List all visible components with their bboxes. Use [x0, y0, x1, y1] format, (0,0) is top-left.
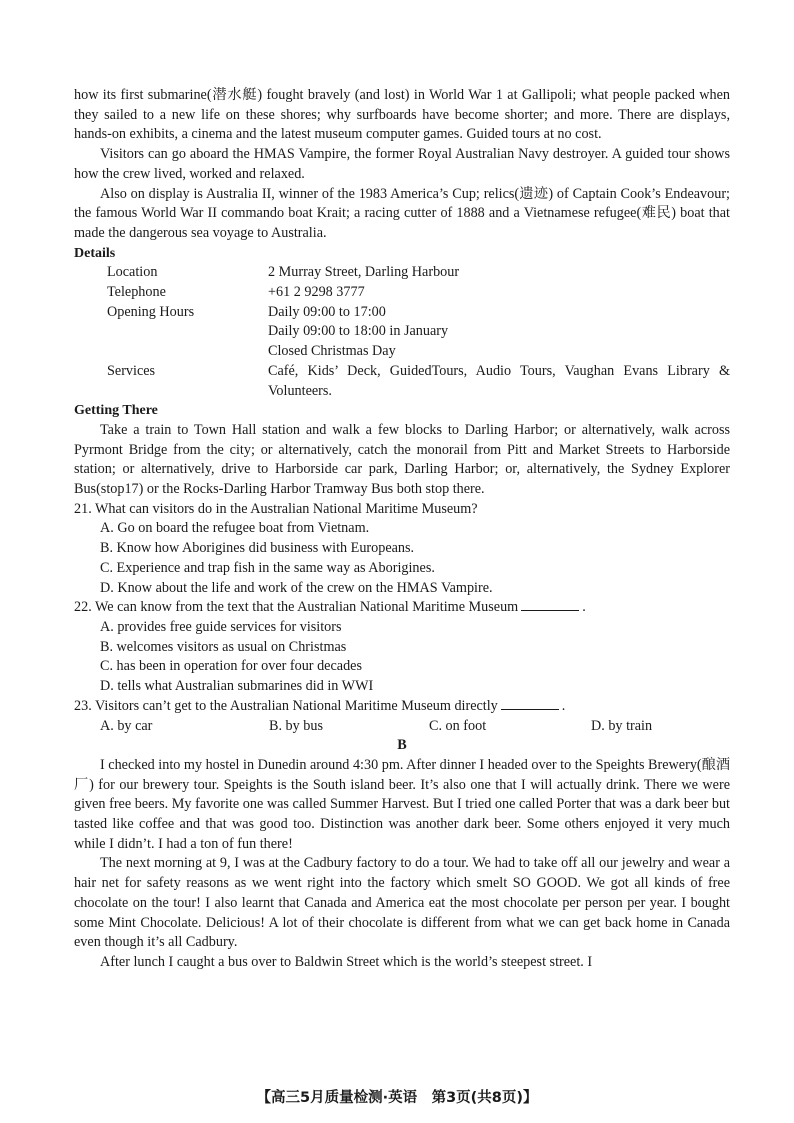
question-23-period: .	[561, 697, 566, 714]
section-b-paragraph-1: I checked into my hostel in Dunedin around 4:30 pm. After dinner I headed over to the Speights Brewery(酿酒厂) for our brewery tour. Speights is the South island beer. It’s also one that I will actually drink. There we were given free beers. My favorite one was called Summer Harvest. But I tried one called Porter that was a dark beer but tasted like coffee and that was good too. Distinction was another dark beer. Some others enjoyed it very much while I didn’t. I had a ton of fun there!	[74, 756, 731, 852]
location-value: 2 Murray Street, Darling Harbour	[268, 264, 460, 281]
details-table	[107, 263, 730, 401]
question-21: 21. What can visitors do in the Australian National Maritime Museum?	[74, 500, 478, 517]
q23-options	[74, 717, 730, 737]
answer-blank	[501, 697, 559, 710]
q23-option-b: B. by bus	[269, 717, 323, 734]
details-row-telephone	[107, 283, 730, 303]
hours-line-1: Daily 09:00 to 17:00	[268, 303, 386, 320]
section-b-paragraph-3: After lunch I caught a bus over to Baldwin Street which is the world’s steepest street. I	[100, 953, 593, 970]
getting-there-text: Take a train to Town Hall station and walk a few blocks to Darling Harbor; or alternatively, walk across Pyrmont Bridge from the city; or alternatively, catch the monorail from Pitt and Market Streets to Harborside station; or alternatively, drive to Harborside car park, Darling Harbor; or, alternatively, the Sydney Explorer Bus(stop17) or the Rocks-Darling Harbor Tramway Bus both stop there.	[74, 421, 730, 498]
question-22	[74, 598, 730, 618]
details-heading: Details	[74, 245, 116, 261]
hours-line-2: Daily 09:00 to 18:00 in January	[268, 323, 449, 340]
services-label: Services	[107, 362, 156, 379]
answer-blank	[521, 598, 579, 611]
q22-option-c: C. has been in operation for over four decades	[100, 658, 362, 675]
q23-option-a: A. by car	[100, 717, 153, 734]
question-22-text: 22. We can know from the text that the Australian National Maritime Museum	[74, 599, 519, 616]
details-row-location	[107, 263, 730, 283]
getting-there-heading: Getting There	[74, 403, 158, 419]
location-label: Location	[107, 264, 158, 281]
details-row-hours	[107, 303, 730, 362]
services-value: Café, Kids’ Deck, GuidedTours, Audio Tours, Vaughan Evans Library & Volunteers.	[268, 362, 730, 399]
section-b-paragraph-2: The next morning at 9, I was at the Cadbury factory to do a tour. We had to take off all our jewelry and wear a hair net for safety reasons as we went right into the factory which smelt SO GOOD. We got all kinds of free chocolate on the tour! I also learnt that Canada and America eat the most chocolate per person per year. I bought some Mint Chocolate. Delicious! A lot of their chocolate is different from what we can get back home in Canada even though it’s all Cadbury.	[74, 855, 730, 951]
hours-label: Opening Hours	[107, 303, 195, 320]
q22-option-b: B. welcomes visitors as usual on Christmas	[100, 638, 347, 655]
hours-line-3: Closed Christmas Day	[268, 343, 396, 360]
intro-paragraph-2: Visitors can go aboard the HMAS Vampire, the former Royal Australian Navy destroyer. A guided tour shows how the crew lived, worked and relaxed.	[74, 146, 730, 182]
q23-option-c: C. on foot	[429, 717, 487, 734]
question-23	[74, 697, 730, 717]
hours-values	[268, 303, 730, 362]
question-22-period: .	[582, 599, 586, 616]
q22-option-a: A. provides free guide services for visitors	[100, 618, 342, 635]
q23-option-d: D. by train	[591, 717, 653, 734]
telephone-value: +61 2 9298 3777	[268, 284, 365, 301]
question-23-text: 23. Visitors can’t get to the Australian National Maritime Museum directly	[74, 697, 498, 714]
q21-option-d: D. Know about the life and work of the crew on the HMAS Vampire.	[100, 579, 493, 596]
section-b-label: B	[397, 737, 407, 754]
q22-option-d: D. tells what Australian submarines did in WWI	[100, 678, 374, 695]
intro-paragraph-1: how its first submarine(潜水艇) fought bravely (and lost) in World War 1 at Gallipoli; what people packed when they sailed to a new life on these shores; why surfboards have become shorter; and more. There are displays, hands-on exhibits, a cinema and the latest museum computer games. Guided tours at no cost.	[74, 87, 730, 143]
q21-option-b: B. Know how Aborigines did business with Europeans.	[100, 540, 415, 557]
page-footer: 【高三5月质量检测·英语 第3页(共8页)】	[256, 1090, 538, 1106]
page-content	[74, 86, 730, 973]
telephone-label: Telephone	[107, 284, 166, 301]
intro-paragraph-3: Also on display is Australia II, winner of the 1983 America’s Cup; relics(遗迹) of Captain Cook’s Endeavour; the famous World War II commando boat Krait; a racing cutter of 1888 and a Vietnamese refugee(难民) boat that made the dangerous sea voyage to Australia.	[74, 185, 730, 241]
details-row-services	[107, 362, 730, 401]
q21-option-c: C. Experience and trap fish in the same way as Aborigines.	[100, 559, 435, 576]
q21-option-a: A. Go on board the refugee boat from Vietnam.	[100, 520, 370, 537]
